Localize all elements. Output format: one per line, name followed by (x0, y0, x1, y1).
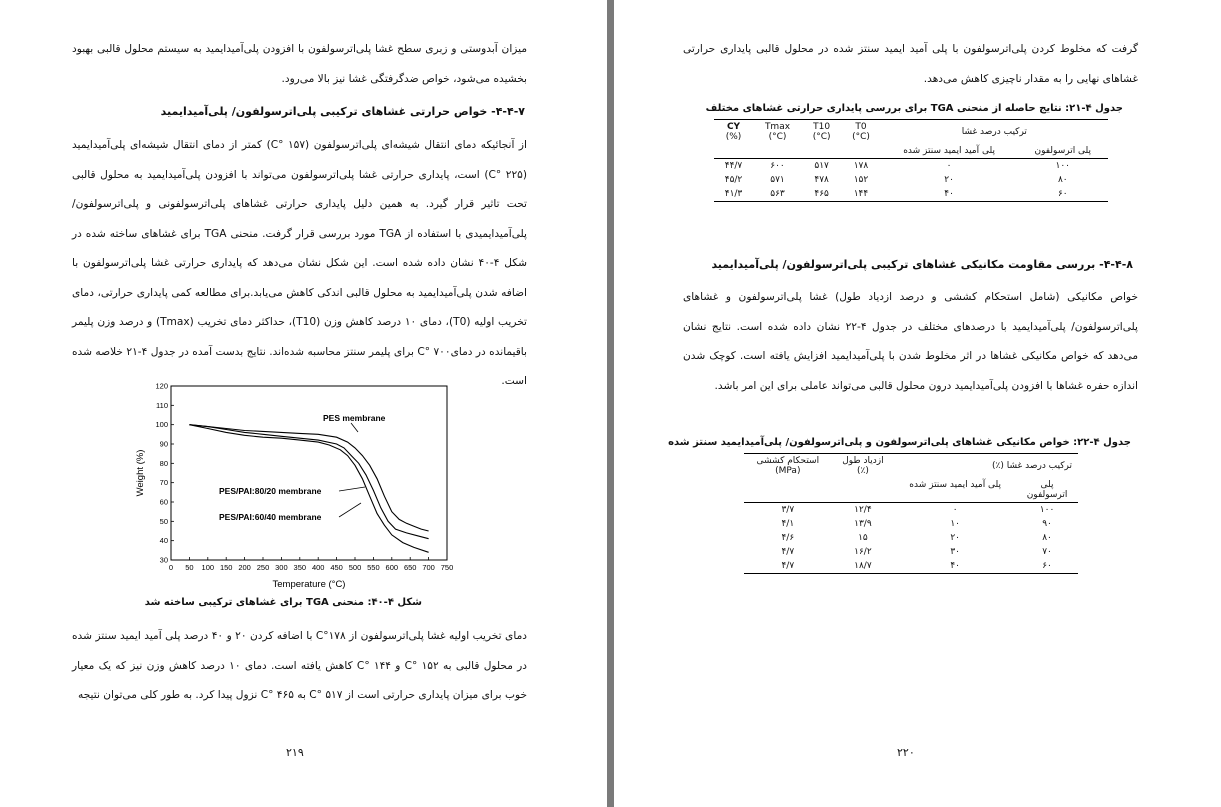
figure-caption: شکل ۴-۴۰: منحنی TGA برای غشاهای ترکیبی ساخته شد (144, 597, 422, 608)
left-section-paragraph: از آنجائیکه دمای انتقال شیشه‌ای پلی‌اترسولفون (C° ۱۵۷) کمتر از دمای انتقال شیشه‌ای پلی‌آمیدایمید (C° ۲۲۵) است، پایداری حرارتی غشا پلی‌اترسولفون می‌تواند با افزودن پلی‌آمیدایمید به محلول قالبی تحت تاثیر قرار گیرد. به همین دلیل پایداری حرارتی غشاهای پلی‌اترسولفونی و پلی‌اترسولفون/ پلی‌آمیدایمیدی با استفاده از TGA مورد بررسی قرار گرفت. منحنی TGA برای غشاهای ساخته شده در شکل ۴-۴۰ نشان داده شده است. این شکل نشان می‌دهد که پایداری حرارتی غشا پلی‌اترسولفون با اضافه شدن پلی‌آمیدایمید به محلول قالبی اندکی کاهش می‌یابد.برای مطالعه کمی پایداری حرارتی، دمای تخریب اولیه (T0)، دمای ۱۰ درصد کاهش وزن (T10)، حداکثر دمای تخریب (Tmax) و درصد وزن پلیمر باقیمانده در دمایC° ۷۰۰ برای پلیمر سنتز محاسبه شده‌اند. نتایج بدست آمده در جدول ۴-۲۱ خلاصه شده است. (72, 139, 528, 387)
t22-cell: ۱۵ (858, 533, 868, 543)
t21-col-tmax (753, 120, 802, 145)
y-tick-label: 70 (159, 478, 168, 488)
annotation-arrow-60-40 (339, 503, 361, 517)
y-tick-label: 40 (159, 536, 168, 546)
right-intro-paragraph: گرفت که مخلوط کردن پلی‌اترسولفون با پلی آمید ایمید سنتز شده در محلول قالبی پایداری حرارتی غشاهای نهایی را به مقدار ناچیزی کاهش می‌دهد. (683, 43, 1138, 85)
table-row (744, 531, 1078, 545)
y-tick-label: 50 (159, 516, 168, 526)
y-tick-label: 90 (159, 439, 168, 449)
x-tick-label: 450 (330, 563, 343, 572)
t21-col-t10-unit: (C°) (812, 132, 831, 142)
left-closing-paragraph: دمای تخریب اولیه غشا پلی‌اترسولفون از C°۱۷۸ با اضافه کردن ۲۰ و ۴۰ درصد پلی آمید ایمید سنتز شده در محلول قالبی به C° ۱۵۲ و C° ۱۴۴ کاهش یافته است. دمای ۱۰ درصد کاهش وزن نیز که یک معیار خوب برای میزان پایداری حرارتی است از C° ۵۱۷ به C° ۴۶۵ نزول پیدا کرد. به طور کلی می‌توان نتیجه (72, 630, 527, 701)
table-row (714, 159, 1108, 174)
x-tick-label: 50 (185, 563, 194, 572)
t21-cell: ۱۷۸ (853, 161, 869, 171)
t22-col-tensile-label: استحکام کششی (756, 456, 820, 466)
table-row (714, 173, 1108, 187)
t21-sub-empty (714, 144, 753, 159)
t21-sub-empty (802, 144, 841, 159)
t21-col-t10 (802, 120, 841, 145)
t22-cell: ۱۸/۷ (832, 559, 895, 574)
x-tick-label: 250 (256, 563, 270, 572)
t21-sub-pai: پلی آمید ایمید سنتز شده (881, 144, 1018, 159)
t21-cell: ۶۰۰ (770, 161, 785, 171)
t22-cell: ۱۲/۴ (854, 505, 872, 515)
x-tick-label: 300 (275, 563, 288, 572)
t21-col-cy-unit: (%) (725, 132, 742, 142)
t21-sub-pes: پلی اترسولفون (1018, 144, 1108, 159)
annotation-pes-pai-60-40: PES/PAI:60/40 membrane (219, 512, 322, 522)
x-tick-label: 400 (311, 563, 325, 572)
right-section-heading: ۴-۴-۸- بررسی مقاومت مکانیکی غشاهای ترکیبی پلی‌اترسولفون/ پلی‌آمیدایمید (711, 258, 1133, 271)
t21-cell: ۴۰ (881, 187, 1018, 202)
t22-col-tensile-unit: (MPa) (775, 466, 801, 476)
t22-col-tensile (744, 454, 832, 479)
t21-col-t0 (841, 120, 880, 145)
t21-cell: ۱۴۴ (841, 187, 880, 202)
t22-cell: ۳/۷ (781, 505, 795, 515)
annotation-pes: PES membrane (323, 413, 386, 423)
table21-caption: جدول ۴-۲۱: نتایج حاصله از منحنی TGA برای بررسی پایداری حرارتی غشاهای مختلف (705, 103, 1123, 114)
x-axis-label: Temperature (°C) (272, 579, 346, 590)
table21 (714, 119, 1108, 202)
t21-cell: ۵۱۷ (814, 161, 829, 171)
table-row (744, 559, 1078, 574)
t22-cell: ۷۰ (1042, 547, 1052, 557)
x-tick-label: 500 (348, 563, 362, 572)
tga-chart (133, 380, 458, 590)
t21-cell: ۴۷۸ (814, 175, 829, 185)
t22-cell: ۱۶/۲ (854, 547, 872, 557)
t22-col-elong (832, 454, 895, 479)
t21-col-t0-unit: (C°) (852, 132, 870, 142)
t21-col-tmax-unit: (C°) (768, 132, 787, 142)
x-tick-label: 150 (219, 563, 233, 572)
x-tick-label: 650 (403, 563, 417, 572)
t21-cell: ۵۷۱ (770, 175, 785, 185)
t21-col-t10-label: T10 (813, 122, 831, 132)
t21-cell: ۴۶۵ (802, 187, 841, 202)
left-page (0, 0, 607, 807)
left-intro-paragraph: میزان آبدوستی و زبری سطح غشا پلی‌اترسولفون با افزودن پلی‌آمیدایمید به سیستم محلول قالبی بهبود بخشیده می‌شود، خواص ضدگرفتگی غشا نیز بالا می‌رود. (72, 43, 527, 85)
t22-cell: ۰ (952, 505, 958, 515)
y-tick-label: 30 (159, 555, 168, 565)
t22-cell: ۶۰ (1016, 559, 1078, 574)
x-tick-label: 750 (440, 563, 454, 572)
y-tick-label: 60 (159, 497, 168, 507)
t22-sub-pes-line1: پلی (1040, 480, 1054, 490)
x-tick-label: 200 (238, 563, 251, 572)
t21-col-cy-label: CY (726, 122, 741, 132)
t22-sub-empty (744, 478, 832, 503)
plot-frame (171, 386, 447, 560)
t22-sub-pes-line2: اترسولفون (1026, 490, 1068, 500)
t22-cell: ۳۰ (950, 547, 960, 557)
t21-cell: ۲۰ (944, 175, 954, 185)
t22-sub-pai: پلی آمید ایمید سنتز شده (894, 478, 1016, 503)
t21-sub-empty (841, 144, 880, 159)
t22-sub-empty (832, 478, 895, 503)
t21-cell: ۴۴/۷ (724, 161, 743, 171)
t22-cell: ۴/۷ (744, 559, 832, 574)
y-axis-label: Weight (%) (135, 449, 146, 497)
x-tick-label: 100 (201, 563, 215, 572)
t22-cell: ۹۰ (1042, 519, 1052, 529)
x-tick-label: 700 (422, 563, 435, 572)
annotation-pes-pai-80-20: PES/PAI:80/20 membrane (219, 486, 322, 496)
table22-caption: جدول ۴-۲۲: خواص مکانیکی غشاهای پلی‌اترسولفون و پلی‌اترسولفون/ پلی‌آمیدایمید سنتز شده (668, 437, 1131, 448)
x-tick-label: 0 (168, 563, 174, 572)
table-row (714, 187, 1108, 202)
t21-cell: ۱۰۰ (1055, 161, 1071, 171)
t22-cell: ۴/۶ (781, 533, 795, 543)
right-page (614, 0, 1221, 807)
y-tick-label: 80 (159, 458, 168, 468)
t22-col-elong-label: ازدیاد طول (842, 456, 884, 466)
t21-col-t0-label: T0 (855, 122, 867, 132)
t21-cell: ۶۰ (1018, 187, 1108, 202)
t21-col-tmax-label: Tmax (764, 122, 791, 132)
table-row (744, 545, 1078, 559)
t21-cell: ۵۶۳ (753, 187, 802, 202)
y-tick-label: 110 (156, 400, 168, 410)
t22-cell: ۱۰ (950, 519, 960, 529)
t21-cell: ۴۱/۳ (714, 187, 753, 202)
t22-col-elong-unit: (٪) (856, 466, 869, 476)
t22-cell: ۱۳/۹ (854, 519, 872, 529)
t22-cell: ۱۰۰ (1039, 505, 1055, 515)
t22-cell: ۸۰ (1042, 533, 1052, 543)
t21-col-cy (714, 120, 753, 145)
x-tick-label: 550 (367, 563, 380, 572)
t22-header-composition: ترکیب درصد غشا (٪) (894, 454, 1078, 479)
y-tick-label: 100 (155, 420, 168, 430)
t21-sub-empty (753, 144, 802, 159)
t22-cell: ۴۰ (894, 559, 1016, 574)
x-axis-ticks (169, 557, 453, 572)
t21-cell: ۴۵/۲ (724, 175, 743, 185)
t22-cell: ۲۰ (950, 533, 960, 543)
t21-header-composition: ترکیب درصد غشا (881, 120, 1108, 145)
page-number-left: ۲۱۹ (286, 746, 304, 759)
x-tick-label: 600 (385, 563, 399, 572)
table-row (744, 517, 1078, 531)
x-tick-label: 350 (293, 563, 307, 572)
t21-cell: ۸۰ (1057, 175, 1068, 185)
t21-cell: ۰ (946, 161, 952, 171)
y-tick-label: 120 (155, 381, 168, 391)
right-section-paragraph: خواص مکانیکی (شامل استحکام کششی و درصد ازدیاد طول) غشا پلی‌اترسولفون و غشاهای پلی‌اترسولفون/ پلی‌آمیدایمید با درصدهای مختلف در جدول ۴-۲۲ نشان داده شده است. نتایج نشان می‌دهد که خواص مکانیکی غشاها در اثر مخلوط شدن با پلی‌آمیدایمید افزایش یافته است. کوچک شدن اندازه حفره غشاها با افزودن پلی‌آمیدایمید درون محلول قالبی می‌تواند عاملی برای این امر باشد. (683, 291, 1138, 392)
table22 (744, 453, 1078, 574)
annotation-arrow-80-20 (339, 487, 365, 491)
left-section-heading: ۴-۴-۷- خواص حرارتی غشاهای ترکیبی پلی‌اترسولفون/ پلی‌آمیدایمید (160, 105, 525, 118)
annotation-arrow-pes (351, 423, 358, 432)
page-number-right: ۲۲۰ (897, 746, 915, 759)
t22-sub-pes (1016, 478, 1078, 503)
table-row (744, 503, 1078, 518)
t21-cell: ۱۵۲ (853, 175, 869, 185)
t22-cell: ۴/۷ (781, 547, 795, 557)
t22-cell: ۴/۱ (781, 519, 795, 529)
